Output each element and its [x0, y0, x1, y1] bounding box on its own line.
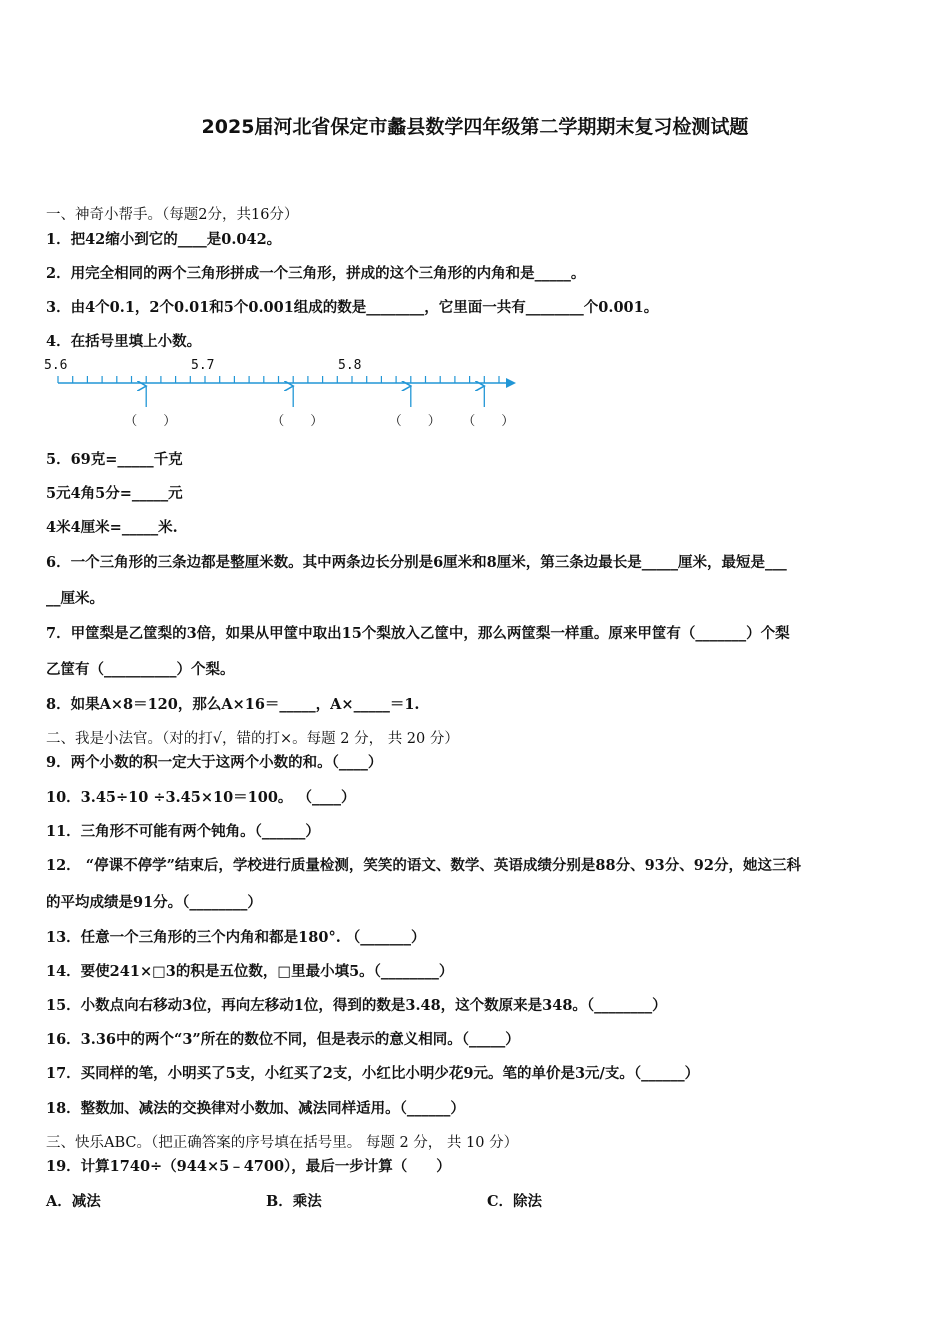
question-6-line-2: __厘米。 [46, 590, 104, 607]
question-2: 2．用完全相同的两个三角形拼成一个三角形，拼成的这个三角形的内角和是_____。 [46, 265, 586, 282]
option-c-letter: C． [487, 1193, 514, 1210]
question-11: 11．三角形不可能有两个钝角。（______） [46, 823, 320, 840]
option-c [487, 1190, 542, 1211]
option-c-text: 除法 [513, 1193, 543, 1210]
option-b-text: 乘法 [292, 1193, 322, 1210]
question-15: 15．小数点向右移动3位，再向左移动1位，得到的数是3.48，这个数原来是348。（________） [46, 997, 667, 1014]
question-7-line-1: 7．甲筐梨是乙筐梨的3倍，如果从甲筐中取出15个梨放入乙筐中，那么两筐梨一样重。原来甲筐有（_______）个梨 [46, 625, 790, 642]
question-6-line-1: 6．一个三角形的三条边都是整厘米数。其中两条边长分别是6厘米和8厘米，第三条边最长是_____厘米，最短是___ [46, 554, 787, 571]
page-title: 2025届河北省保定市蠡县数学四年级第二学期期末复习检测试题 [201, 116, 749, 138]
option-a-letter: A． [46, 1193, 72, 1210]
number-line-markers [124, 386, 514, 429]
question-5-line-3: 4米4厘米=_____米. [46, 519, 178, 536]
question-4: 4．在括号里填上小数。 [46, 333, 202, 350]
question-5-line-1: 5．69克=_____千克 [46, 451, 183, 468]
section-3-heading: 三、快乐ABC。（把正确答案的序号填在括号里。 每题 2 分， 共 10 分） [46, 1135, 519, 1151]
question-1: 1．把42缩小到它的____是0.042。 [46, 231, 282, 248]
section-2-heading: 二、我是小法官。（对的打√，错的打×。每题 2 分， 共 20 分） [46, 731, 459, 747]
number-line [40, 355, 540, 435]
question-13: 13．任意一个三角形的三个内角和都是180°. （_______） [46, 929, 426, 946]
question-14: 14．要使241×□3的积是五位数，□里最小填5。（________） [46, 963, 454, 980]
question-8: 8．如果A×8＝120，那么A×16＝_____，A×_____＝1. [46, 696, 420, 713]
question-7-line-2: 乙筐有（__________）个梨。 [46, 661, 235, 678]
question-3: 3．由4个0.1，2个0.01和5个0.001组成的数是________，它里面一共有________个0.001。 [46, 299, 659, 316]
option-b [266, 1190, 322, 1211]
number-line-answer-blank: （ ） [388, 414, 441, 429]
number-line-answer-blank: （ ） [271, 414, 324, 429]
number-line-label-5.7: 5.7 [191, 358, 215, 373]
question-5-line-2: 5元4角5分=_____元 [46, 485, 183, 502]
number-line-arrow [506, 378, 516, 388]
number-line-label-5.8: 5.8 [338, 358, 362, 373]
question-12-line-1: 12． “停课不停学”结束后，学校进行质量检测，笑笑的语文、数学、英语成绩分别是88分、93分、92分，她这三科 [46, 857, 801, 874]
number-line-ticks [58, 376, 499, 383]
question-9: 9．两个小数的积一定大于这两个小数的和。（____） [46, 754, 383, 771]
option-a [46, 1190, 101, 1211]
question-17: 17．买同样的笔，小明买了5支，小红买了2支，小红比小明少花9元。笔的单价是3元/支。（______） [46, 1065, 700, 1082]
question-16: 16．3.36中的两个“3”所在的数位不同，但是表示的意义相同。（_____） [46, 1031, 520, 1048]
question-19: 19．计算1740÷（944×5﹣4700），最后一步计算（ ） [46, 1158, 451, 1175]
question-10: 10．3.45÷10 ÷3.45×10＝100。 （____） [46, 789, 356, 806]
number-line-label-5.6: 5.6 [44, 358, 68, 373]
number-line-answer-blank: （ ） [462, 414, 515, 429]
section-1-heading: 一、神奇小帮手。（每题2分，共16分） [46, 207, 299, 223]
question-12-line-2: 的平均成绩是91分。（________） [46, 894, 262, 911]
option-a-text: 减法 [71, 1193, 101, 1210]
option-b-letter: B． [266, 1193, 293, 1210]
number-line-answer-blank: （ ） [124, 414, 177, 429]
question-18: 18．整数加、减法的交换律对小数加、减法同样适用。（______） [46, 1100, 465, 1117]
